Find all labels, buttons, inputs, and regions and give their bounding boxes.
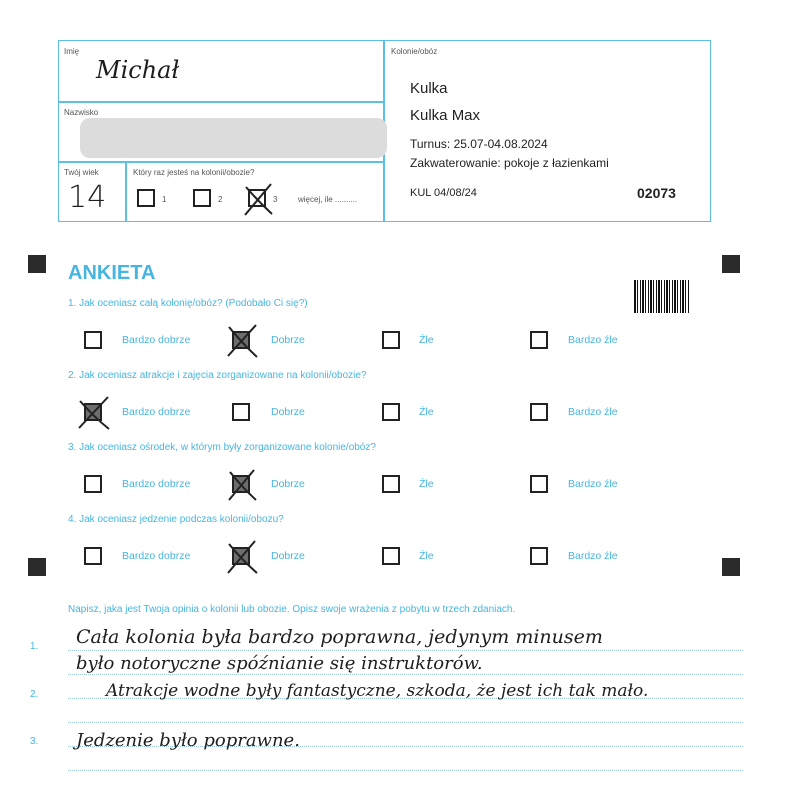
line-number-1: 1. bbox=[30, 641, 39, 652]
header-divider-surname bbox=[58, 161, 384, 163]
times-checkbox-1[interactable] bbox=[137, 189, 155, 207]
times-option-1: 1 bbox=[162, 195, 167, 204]
q3-checkbox-bad[interactable] bbox=[382, 475, 400, 493]
q4-option-very-good: Bardzo dobrze bbox=[122, 550, 191, 562]
q3-checkbox-very-good[interactable] bbox=[84, 475, 102, 493]
q4-checkbox-good[interactable] bbox=[232, 547, 250, 565]
registration-marker-bottom-left bbox=[28, 558, 46, 576]
q2-checkbox-very-good[interactable] bbox=[84, 403, 102, 421]
writing-line bbox=[68, 770, 743, 771]
cross-mark-icon bbox=[78, 395, 110, 431]
q1-checkbox-good[interactable] bbox=[232, 331, 250, 349]
times-more-field[interactable]: więcej, ile .......... bbox=[298, 195, 358, 204]
question-3-text: 3. Jak oceniasz ośrodek, w którym były zorganizowane kolonie/obóz? bbox=[68, 442, 376, 453]
name-label: Imię bbox=[64, 47, 80, 56]
opinion-prompt: Napisz, jaka jest Twoja opinia o kolonii lub obozie. Opisz swoje wrażenia z pobytu w trzech zdaniach. bbox=[68, 604, 516, 615]
q3-checkbox-good[interactable] bbox=[232, 475, 250, 493]
q1-checkbox-bad[interactable] bbox=[382, 331, 400, 349]
age-label: Twój wiek bbox=[64, 168, 99, 177]
q4-option-very-bad: Bardzo źle bbox=[568, 550, 618, 562]
q1-checkbox-very-good[interactable] bbox=[84, 331, 102, 349]
name-value: Michał bbox=[96, 56, 180, 84]
q2-checkbox-bad[interactable] bbox=[382, 403, 400, 421]
surname-label: Nazwisko bbox=[64, 108, 99, 117]
camp-label: Kolonie/obóz bbox=[391, 47, 438, 56]
q3-option-good: Dobrze bbox=[271, 478, 305, 490]
barcode-icon bbox=[634, 280, 690, 313]
registration-marker-top-right bbox=[722, 255, 740, 273]
q1-option-very-bad: Bardzo źle bbox=[568, 334, 618, 346]
q3-option-very-bad: Bardzo źle bbox=[568, 478, 618, 490]
turnus-text: Turnus: 25.07-04.08.2024 bbox=[410, 137, 548, 151]
cross-mark-icon bbox=[226, 539, 258, 575]
times-option-3: 3 bbox=[273, 195, 278, 204]
camp-subname: Kulka Max bbox=[410, 107, 481, 124]
times-label: Który raz jesteś na kolonii/obozie? bbox=[133, 168, 255, 177]
writing-line bbox=[68, 650, 743, 651]
q4-checkbox-very-good[interactable] bbox=[84, 547, 102, 565]
q4-checkbox-very-bad[interactable] bbox=[530, 547, 548, 565]
q1-option-very-good: Bardzo dobrze bbox=[122, 334, 191, 346]
times-option-2: 2 bbox=[218, 195, 223, 204]
cross-mark-icon bbox=[242, 181, 274, 217]
cross-mark-icon bbox=[226, 323, 258, 359]
age-value: 14 bbox=[68, 180, 107, 215]
line-number-2: 2. bbox=[30, 689, 39, 700]
cross-mark-icon bbox=[226, 467, 258, 503]
opinion-line-3: Atrakcje wodne były fantastyczne, szkoda, że jest ich tak mało. bbox=[106, 681, 649, 701]
q2-option-bad: Źle bbox=[419, 406, 434, 418]
opinion-line-4: Jedzenie było poprawne. bbox=[76, 730, 300, 751]
q2-checkbox-very-bad[interactable] bbox=[530, 403, 548, 421]
question-1-text: 1. Jak oceniasz całą kolonię/obóz? (Podobało Ci się?) bbox=[68, 298, 308, 309]
q2-checkbox-good[interactable] bbox=[232, 403, 250, 421]
q2-option-very-bad: Bardzo źle bbox=[568, 406, 618, 418]
q4-option-bad: Źle bbox=[419, 550, 434, 562]
form-number: 02073 bbox=[637, 185, 676, 201]
accommodation-text: Zakwaterowanie: pokoje z łazienkami bbox=[410, 156, 609, 170]
q3-option-very-good: Bardzo dobrze bbox=[122, 478, 191, 490]
registration-marker-bottom-right bbox=[722, 558, 740, 576]
camp-code: KUL 04/08/24 bbox=[410, 187, 477, 199]
question-2-text: 2. Jak oceniasz atrakcje i zajęcia zorganizowane na kolonii/obozie? bbox=[68, 370, 367, 381]
question-4-text: 4. Jak oceniasz jedzenie podczas kolonii/obozu? bbox=[68, 514, 284, 525]
q1-option-good: Dobrze bbox=[271, 334, 305, 346]
header-divider-age bbox=[125, 161, 127, 222]
q2-option-very-good: Bardzo dobrze bbox=[122, 406, 191, 418]
q1-option-bad: Źle bbox=[419, 334, 434, 346]
q4-checkbox-bad[interactable] bbox=[382, 547, 400, 565]
surname-redaction bbox=[80, 118, 387, 158]
line-number-3: 3. bbox=[30, 736, 39, 747]
opinion-line-1: Cała kolonia była bardzo poprawna, jedynym minusem bbox=[76, 626, 603, 648]
times-checkbox-3[interactable] bbox=[248, 189, 266, 207]
times-checkbox-2[interactable] bbox=[193, 189, 211, 207]
survey-title: ANKIETA bbox=[68, 262, 156, 284]
header-divider-name bbox=[58, 101, 384, 103]
writing-line bbox=[68, 722, 743, 723]
opinion-line-2: było notoryczne spóźnianie się instruktorów. bbox=[76, 653, 483, 674]
q3-option-bad: Źle bbox=[419, 478, 434, 490]
q3-checkbox-very-bad[interactable] bbox=[530, 475, 548, 493]
camp-name: Kulka bbox=[410, 80, 448, 97]
registration-marker-top-left bbox=[28, 255, 46, 273]
q2-option-good: Dobrze bbox=[271, 406, 305, 418]
writing-line bbox=[68, 674, 743, 675]
q4-option-good: Dobrze bbox=[271, 550, 305, 562]
q1-checkbox-very-bad[interactable] bbox=[530, 331, 548, 349]
